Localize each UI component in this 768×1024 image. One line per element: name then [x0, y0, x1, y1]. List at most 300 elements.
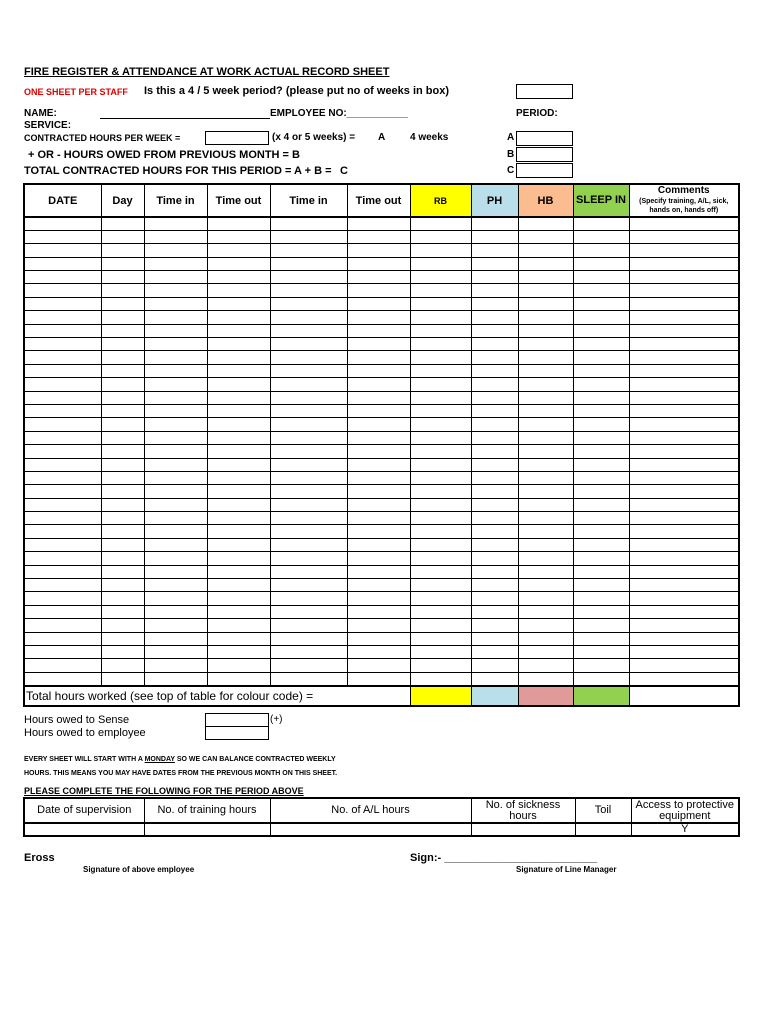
- time-in-1-cell[interactable]: [144, 458, 207, 471]
- time-out-2-cell[interactable]: [347, 311, 410, 324]
- date-cell[interactable]: [24, 619, 101, 632]
- sleep-in-cell[interactable]: [573, 311, 629, 324]
- time-out-2-cell[interactable]: [347, 672, 410, 685]
- sleep-in-cell[interactable]: [573, 525, 629, 538]
- date-cell[interactable]: [24, 257, 101, 270]
- sleep-in-cell[interactable]: [573, 324, 629, 337]
- day-cell[interactable]: [101, 565, 144, 578]
- sleep-in-cell[interactable]: [573, 672, 629, 685]
- comments-cell[interactable]: [629, 324, 739, 337]
- time-in-1-cell[interactable]: [144, 364, 207, 377]
- hb-cell[interactable]: [518, 311, 573, 324]
- hb-cell[interactable]: [518, 338, 573, 351]
- time-in-2-cell[interactable]: [270, 512, 347, 525]
- comments-cell[interactable]: [629, 230, 739, 243]
- hb-cell[interactable]: [518, 485, 573, 498]
- time-in-2-cell[interactable]: [270, 271, 347, 284]
- ph-cell[interactable]: [471, 632, 518, 645]
- time-out-1-cell[interactable]: [207, 404, 270, 417]
- comments-cell[interactable]: [629, 418, 739, 431]
- comments-cell[interactable]: [629, 445, 739, 458]
- day-cell[interactable]: [101, 297, 144, 310]
- box-c-input[interactable]: [516, 163, 573, 178]
- time-in-1-cell[interactable]: [144, 659, 207, 672]
- rb-cell[interactable]: [410, 552, 471, 565]
- ph-cell[interactable]: [471, 257, 518, 270]
- time-in-1-cell[interactable]: [144, 646, 207, 659]
- comments-cell[interactable]: [629, 378, 739, 391]
- rb-cell[interactable]: [410, 592, 471, 605]
- ph-cell[interactable]: [471, 458, 518, 471]
- date-cell[interactable]: [24, 311, 101, 324]
- time-in-1-cell[interactable]: [144, 605, 207, 618]
- date-cell[interactable]: [24, 404, 101, 417]
- time-in-2-cell[interactable]: [270, 565, 347, 578]
- date-cell[interactable]: [24, 418, 101, 431]
- time-in-2-cell[interactable]: [270, 431, 347, 444]
- time-in-2-cell[interactable]: [270, 632, 347, 645]
- time-in-1-cell[interactable]: [144, 257, 207, 270]
- time-out-1-cell[interactable]: [207, 338, 270, 351]
- comments-cell[interactable]: [629, 552, 739, 565]
- time-in-1-cell[interactable]: [144, 324, 207, 337]
- day-cell[interactable]: [101, 230, 144, 243]
- rb-cell[interactable]: [410, 659, 471, 672]
- sleep-in-cell[interactable]: [573, 418, 629, 431]
- time-out-2-cell[interactable]: [347, 659, 410, 672]
- day-cell[interactable]: [101, 311, 144, 324]
- hb-cell[interactable]: [518, 217, 573, 230]
- hb-cell[interactable]: [518, 579, 573, 592]
- date-cell[interactable]: [24, 458, 101, 471]
- time-out-2-cell[interactable]: [347, 552, 410, 565]
- day-cell[interactable]: [101, 391, 144, 404]
- sleep-in-cell[interactable]: [573, 552, 629, 565]
- time-out-2-cell[interactable]: [347, 378, 410, 391]
- comments-cell[interactable]: [629, 431, 739, 444]
- rb-cell[interactable]: [410, 217, 471, 230]
- date-cell[interactable]: [24, 351, 101, 364]
- sleep-in-cell[interactable]: [573, 619, 629, 632]
- rb-cell[interactable]: [410, 391, 471, 404]
- ph-cell[interactable]: [471, 284, 518, 297]
- hb-cell[interactable]: [518, 619, 573, 632]
- ph-cell[interactable]: [471, 391, 518, 404]
- time-out-1-cell[interactable]: [207, 311, 270, 324]
- toil-cell[interactable]: [575, 823, 631, 836]
- contracted-hours-input[interactable]: [205, 131, 269, 145]
- protective-cell[interactable]: Y: [631, 823, 739, 836]
- time-in-2-cell[interactable]: [270, 471, 347, 484]
- day-cell[interactable]: [101, 404, 144, 417]
- day-cell[interactable]: [101, 284, 144, 297]
- rb-cell[interactable]: [410, 471, 471, 484]
- time-out-2-cell[interactable]: [347, 257, 410, 270]
- time-out-2-cell[interactable]: [347, 364, 410, 377]
- rb-cell[interactable]: [410, 297, 471, 310]
- rb-cell[interactable]: [410, 431, 471, 444]
- rb-cell[interactable]: [410, 284, 471, 297]
- time-out-1-cell[interactable]: [207, 297, 270, 310]
- day-cell[interactable]: [101, 364, 144, 377]
- sleep-in-cell[interactable]: [573, 471, 629, 484]
- time-in-1-cell[interactable]: [144, 217, 207, 230]
- hb-cell[interactable]: [518, 471, 573, 484]
- ph-cell[interactable]: [471, 445, 518, 458]
- time-in-1-cell[interactable]: [144, 351, 207, 364]
- ph-cell[interactable]: [471, 592, 518, 605]
- time-in-2-cell[interactable]: [270, 552, 347, 565]
- time-out-1-cell[interactable]: [207, 391, 270, 404]
- time-in-1-cell[interactable]: [144, 338, 207, 351]
- time-in-2-cell[interactable]: [270, 351, 347, 364]
- rb-cell[interactable]: [410, 525, 471, 538]
- hb-cell[interactable]: [518, 324, 573, 337]
- hb-cell[interactable]: [518, 364, 573, 377]
- time-out-1-cell[interactable]: [207, 418, 270, 431]
- ph-cell[interactable]: [471, 244, 518, 257]
- time-in-2-cell[interactable]: [270, 311, 347, 324]
- time-in-1-cell[interactable]: [144, 230, 207, 243]
- time-out-1-cell[interactable]: [207, 552, 270, 565]
- time-out-1-cell[interactable]: [207, 324, 270, 337]
- rb-cell[interactable]: [410, 257, 471, 270]
- comments-cell[interactable]: [629, 404, 739, 417]
- rb-cell[interactable]: [410, 565, 471, 578]
- hb-cell[interactable]: [518, 230, 573, 243]
- time-out-2-cell[interactable]: [347, 338, 410, 351]
- time-in-1-cell[interactable]: [144, 271, 207, 284]
- rb-cell[interactable]: [410, 498, 471, 511]
- time-out-2-cell[interactable]: [347, 525, 410, 538]
- time-out-2-cell[interactable]: [347, 538, 410, 551]
- comments-cell[interactable]: [629, 579, 739, 592]
- time-out-1-cell[interactable]: [207, 364, 270, 377]
- day-cell[interactable]: [101, 257, 144, 270]
- sleep-in-cell[interactable]: [573, 445, 629, 458]
- rb-cell[interactable]: [410, 244, 471, 257]
- date-cell[interactable]: [24, 338, 101, 351]
- date-cell[interactable]: [24, 391, 101, 404]
- time-in-2-cell[interactable]: [270, 404, 347, 417]
- sleep-in-cell[interactable]: [573, 565, 629, 578]
- ph-cell[interactable]: [471, 498, 518, 511]
- hb-cell[interactable]: [518, 512, 573, 525]
- hb-cell[interactable]: [518, 672, 573, 685]
- time-in-2-cell[interactable]: [270, 284, 347, 297]
- day-cell[interactable]: [101, 592, 144, 605]
- hb-cell[interactable]: [518, 418, 573, 431]
- comments-cell[interactable]: [629, 271, 739, 284]
- owed-to-sense-input[interactable]: [205, 713, 269, 727]
- time-out-2-cell[interactable]: [347, 445, 410, 458]
- time-out-2-cell[interactable]: [347, 284, 410, 297]
- ph-cell[interactable]: [471, 271, 518, 284]
- ph-cell[interactable]: [471, 297, 518, 310]
- time-out-1-cell[interactable]: [207, 378, 270, 391]
- rb-cell[interactable]: [410, 230, 471, 243]
- sleep-in-cell[interactable]: [573, 230, 629, 243]
- sleep-in-cell[interactable]: [573, 579, 629, 592]
- manager-sign-field[interactable]: Sign:- _________________________: [410, 852, 598, 864]
- rb-cell[interactable]: [410, 632, 471, 645]
- rb-cell[interactable]: [410, 672, 471, 685]
- date-cell[interactable]: [24, 605, 101, 618]
- time-in-1-cell[interactable]: [144, 445, 207, 458]
- rb-cell[interactable]: [410, 271, 471, 284]
- comments-cell[interactable]: [629, 565, 739, 578]
- time-out-2-cell[interactable]: [347, 297, 410, 310]
- day-cell[interactable]: [101, 217, 144, 230]
- comments-cell[interactable]: [629, 364, 739, 377]
- sleep-in-cell[interactable]: [573, 431, 629, 444]
- time-in-2-cell[interactable]: [270, 659, 347, 672]
- date-cell[interactable]: [24, 579, 101, 592]
- time-out-1-cell[interactable]: [207, 512, 270, 525]
- rb-cell[interactable]: [410, 605, 471, 618]
- comments-cell[interactable]: [629, 619, 739, 632]
- time-out-2-cell[interactable]: [347, 512, 410, 525]
- hb-cell[interactable]: [518, 552, 573, 565]
- time-in-1-cell[interactable]: [144, 297, 207, 310]
- sleep-in-cell[interactable]: [573, 364, 629, 377]
- day-cell[interactable]: [101, 512, 144, 525]
- comments-cell[interactable]: [629, 659, 739, 672]
- date-cell[interactable]: [24, 672, 101, 685]
- time-out-1-cell[interactable]: [207, 672, 270, 685]
- time-out-1-cell[interactable]: [207, 646, 270, 659]
- comments-cell[interactable]: [629, 632, 739, 645]
- sleep-in-cell[interactable]: [573, 338, 629, 351]
- time-out-2-cell[interactable]: [347, 579, 410, 592]
- hb-cell[interactable]: [518, 244, 573, 257]
- comments-cell[interactable]: [629, 458, 739, 471]
- comments-cell[interactable]: [629, 297, 739, 310]
- comments-cell[interactable]: [629, 592, 739, 605]
- time-in-1-cell[interactable]: [144, 378, 207, 391]
- ph-cell[interactable]: [471, 404, 518, 417]
- date-cell[interactable]: [24, 646, 101, 659]
- time-in-1-cell[interactable]: [144, 471, 207, 484]
- time-in-2-cell[interactable]: [270, 605, 347, 618]
- sleep-in-cell[interactable]: [573, 485, 629, 498]
- rb-cell[interactable]: [410, 646, 471, 659]
- time-in-1-cell[interactable]: [144, 404, 207, 417]
- time-out-1-cell[interactable]: [207, 565, 270, 578]
- hb-cell[interactable]: [518, 351, 573, 364]
- hb-cell[interactable]: [518, 458, 573, 471]
- sleep-in-cell[interactable]: [573, 404, 629, 417]
- time-out-2-cell[interactable]: [347, 431, 410, 444]
- sleep-in-cell[interactable]: [573, 378, 629, 391]
- comments-cell[interactable]: [629, 672, 739, 685]
- sleep-in-cell[interactable]: [573, 512, 629, 525]
- hb-cell[interactable]: [518, 445, 573, 458]
- hb-cell[interactable]: [518, 659, 573, 672]
- comments-cell[interactable]: [629, 498, 739, 511]
- date-cell[interactable]: [24, 271, 101, 284]
- comments-cell[interactable]: [629, 338, 739, 351]
- time-out-2-cell[interactable]: [347, 404, 410, 417]
- al-cell[interactable]: [270, 823, 471, 836]
- rb-cell[interactable]: [410, 404, 471, 417]
- rb-cell[interactable]: [410, 538, 471, 551]
- hb-cell[interactable]: [518, 632, 573, 645]
- box-a-input[interactable]: [516, 131, 573, 146]
- day-cell[interactable]: [101, 271, 144, 284]
- comments-cell[interactable]: [629, 284, 739, 297]
- time-out-2-cell[interactable]: [347, 217, 410, 230]
- time-out-2-cell[interactable]: [347, 498, 410, 511]
- sleep-in-cell[interactable]: [573, 605, 629, 618]
- ph-cell[interactable]: [471, 605, 518, 618]
- time-in-1-cell[interactable]: [144, 311, 207, 324]
- comments-cell[interactable]: [629, 351, 739, 364]
- time-in-2-cell[interactable]: [270, 230, 347, 243]
- day-cell[interactable]: [101, 579, 144, 592]
- sleep-in-cell[interactable]: [573, 646, 629, 659]
- ph-cell[interactable]: [471, 364, 518, 377]
- time-in-2-cell[interactable]: [270, 378, 347, 391]
- time-out-2-cell[interactable]: [347, 458, 410, 471]
- day-cell[interactable]: [101, 378, 144, 391]
- time-in-1-cell[interactable]: [144, 632, 207, 645]
- time-in-1-cell[interactable]: [144, 431, 207, 444]
- time-in-1-cell[interactable]: [144, 391, 207, 404]
- time-in-2-cell[interactable]: [270, 338, 347, 351]
- date-cell[interactable]: [24, 498, 101, 511]
- time-in-2-cell[interactable]: [270, 217, 347, 230]
- comments-cell[interactable]: [629, 485, 739, 498]
- day-cell[interactable]: [101, 431, 144, 444]
- hb-cell[interactable]: [518, 431, 573, 444]
- day-cell[interactable]: [101, 351, 144, 364]
- date-cell[interactable]: [24, 512, 101, 525]
- date-cell[interactable]: [24, 538, 101, 551]
- rb-cell[interactable]: [410, 512, 471, 525]
- time-in-1-cell[interactable]: [144, 418, 207, 431]
- day-cell[interactable]: [101, 605, 144, 618]
- comments-cell[interactable]: [629, 257, 739, 270]
- hb-cell[interactable]: [518, 538, 573, 551]
- total-ph-cell[interactable]: [471, 686, 518, 706]
- ph-cell[interactable]: [471, 418, 518, 431]
- time-in-2-cell[interactable]: [270, 257, 347, 270]
- day-cell[interactable]: [101, 471, 144, 484]
- time-out-1-cell[interactable]: [207, 257, 270, 270]
- day-cell[interactable]: [101, 445, 144, 458]
- sleep-in-cell[interactable]: [573, 538, 629, 551]
- hb-cell[interactable]: [518, 271, 573, 284]
- time-out-1-cell[interactable]: [207, 579, 270, 592]
- time-out-1-cell[interactable]: [207, 271, 270, 284]
- time-out-1-cell[interactable]: [207, 471, 270, 484]
- time-out-1-cell[interactable]: [207, 538, 270, 551]
- comments-cell[interactable]: [629, 244, 739, 257]
- name-field[interactable]: [100, 108, 270, 119]
- ph-cell[interactable]: [471, 646, 518, 659]
- time-out-1-cell[interactable]: [207, 592, 270, 605]
- time-in-1-cell[interactable]: [144, 538, 207, 551]
- time-out-2-cell[interactable]: [347, 605, 410, 618]
- time-out-1-cell[interactable]: [207, 244, 270, 257]
- day-cell[interactable]: [101, 525, 144, 538]
- ph-cell[interactable]: [471, 619, 518, 632]
- time-out-1-cell[interactable]: [207, 659, 270, 672]
- time-in-2-cell[interactable]: [270, 244, 347, 257]
- ph-cell[interactable]: [471, 538, 518, 551]
- ph-cell[interactable]: [471, 324, 518, 337]
- comments-cell[interactable]: [629, 217, 739, 230]
- time-out-1-cell[interactable]: [207, 431, 270, 444]
- hb-cell[interactable]: [518, 525, 573, 538]
- rb-cell[interactable]: [410, 445, 471, 458]
- ph-cell[interactable]: [471, 485, 518, 498]
- date-cell[interactable]: [24, 552, 101, 565]
- time-in-1-cell[interactable]: [144, 552, 207, 565]
- hb-cell[interactable]: [518, 284, 573, 297]
- time-out-1-cell[interactable]: [207, 217, 270, 230]
- ph-cell[interactable]: [471, 217, 518, 230]
- time-in-1-cell[interactable]: [144, 619, 207, 632]
- hb-cell[interactable]: [518, 565, 573, 578]
- comments-cell[interactable]: [629, 525, 739, 538]
- ph-cell[interactable]: [471, 338, 518, 351]
- time-in-2-cell[interactable]: [270, 458, 347, 471]
- date-cell[interactable]: [24, 284, 101, 297]
- time-out-1-cell[interactable]: [207, 445, 270, 458]
- rb-cell[interactable]: [410, 311, 471, 324]
- date-cell[interactable]: [24, 244, 101, 257]
- hb-cell[interactable]: [518, 592, 573, 605]
- comments-cell[interactable]: [629, 471, 739, 484]
- rb-cell[interactable]: [410, 485, 471, 498]
- time-out-2-cell[interactable]: [347, 271, 410, 284]
- time-in-2-cell[interactable]: [270, 297, 347, 310]
- hb-cell[interactable]: [518, 378, 573, 391]
- time-out-1-cell[interactable]: [207, 351, 270, 364]
- hb-cell[interactable]: [518, 257, 573, 270]
- sickness-cell[interactable]: [471, 823, 575, 836]
- time-out-1-cell[interactable]: [207, 632, 270, 645]
- date-cell[interactable]: [24, 364, 101, 377]
- time-in-1-cell[interactable]: [144, 565, 207, 578]
- sleep-in-cell[interactable]: [573, 592, 629, 605]
- ph-cell[interactable]: [471, 311, 518, 324]
- time-in-1-cell[interactable]: [144, 525, 207, 538]
- time-in-2-cell[interactable]: [270, 498, 347, 511]
- day-cell[interactable]: [101, 672, 144, 685]
- time-in-2-cell[interactable]: [270, 525, 347, 538]
- day-cell[interactable]: [101, 418, 144, 431]
- rb-cell[interactable]: [410, 364, 471, 377]
- date-cell[interactable]: [24, 431, 101, 444]
- ph-cell[interactable]: [471, 512, 518, 525]
- ph-cell[interactable]: [471, 230, 518, 243]
- box-b-input[interactable]: [516, 147, 573, 162]
- rb-cell[interactable]: [410, 338, 471, 351]
- day-cell[interactable]: [101, 646, 144, 659]
- day-cell[interactable]: [101, 338, 144, 351]
- time-in-1-cell[interactable]: [144, 592, 207, 605]
- date-cell[interactable]: [24, 230, 101, 243]
- total-rb-cell[interactable]: [410, 686, 471, 706]
- time-in-2-cell[interactable]: [270, 324, 347, 337]
- ph-cell[interactable]: [471, 471, 518, 484]
- owed-to-employee-input[interactable]: [205, 726, 269, 740]
- day-cell[interactable]: [101, 619, 144, 632]
- time-out-2-cell[interactable]: [347, 619, 410, 632]
